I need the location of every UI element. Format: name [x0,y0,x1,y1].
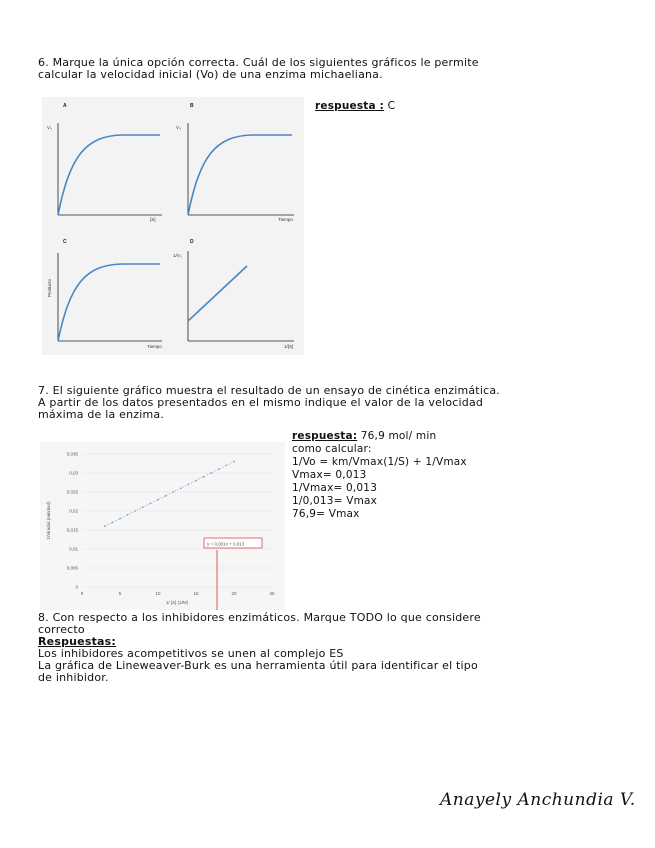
q6-answer-value: C [387,100,396,112]
q8-answer-1: Los inhibidores acompetitivos se unen al complejo ES [38,647,344,660]
q6-figure [42,97,304,355]
q7-chart-point [112,522,114,524]
panel-a-letter: A [63,103,67,109]
panel-b-ylabel: V₀ [176,125,181,130]
q7-chart-point [180,487,182,489]
q7-chart-xtick-label: 25 [269,591,275,596]
panel-d-ylabel: 1/V₀ [173,253,182,258]
q7-chart-xtick-label: 0 [80,591,84,596]
q7-chart-xtick-label: 20 [231,591,237,596]
question-6 [38,57,628,81]
q7-step-6: 76,9= Vmax [292,508,360,520]
q7-chart-point [104,525,106,527]
question-8-line2: correcto [38,623,85,636]
q7-answer-label: respuesta: [292,430,358,442]
q7-chart-point [150,503,152,505]
q7-chart [40,442,285,610]
q7-chart-ytick-label: 0,025 [66,489,78,495]
q7-chart-ylabel: 1/Vinicial (min/mol) [46,501,51,540]
q7-chart-ytick-label: 0,01 [69,546,78,552]
q7-chart-point [210,472,212,474]
q7-chart-point [195,480,197,482]
question-6-line1: 6. Marque la única opción correcta. Cuál de los siguientes gráficos le permite [38,56,479,69]
q7-chart-xtick-label: 15 [193,591,199,596]
question-7 [38,385,638,421]
q7-chart-point [172,491,174,493]
q7-chart-ytick-label: 0,005 [66,565,78,571]
q7-step-5: 1/0,013= Vmax [292,495,378,507]
q7-answer-value: 76,9 mol/ min [360,430,437,442]
q6-answer-label: respuesta : [315,100,385,112]
q7-trendline-label: y = 0,001x + 0,013 [207,541,245,547]
question-8 [38,612,638,684]
question-7-line3: máxima de la enzima. [38,408,165,421]
panel-d-letter: D [190,239,194,245]
q7-step-1: como calcular: [292,443,372,455]
question-7-line2: A partir de los datos presentados en el mismo indique el valor de la velocidad [38,396,484,409]
q7-chart-ytick-label: 0,015 [66,527,78,533]
q7-chart-ytick-label: 0,02 [69,508,78,514]
q7-chart-point [218,468,220,470]
q7-chart-point [226,465,228,467]
question-8-line1: 8. Con respecto a los inhibidores enzimáticos. Marque TODO lo que considere [38,611,481,624]
panel-b-letter: B [190,103,194,109]
panel-b-xlabel: Tiempo [278,217,293,222]
q7-chart-point [127,514,129,516]
q8-answer-2b: de inhibidor. [38,671,109,684]
q7-answer [292,430,467,521]
question-6-line2: calcular la velocidad inicial (Vo) de una enzima michaeliana. [38,68,383,81]
q8-answers-label: Respuestas: [38,635,117,648]
q7-step-2: 1/Vo = km/Vmax(1/S) + 1/Vmax [292,456,467,468]
q8-answer-2a: La gráfica de Lineweaver-Burk es una herramienta útil para identificar el tipo [38,659,478,672]
q7-chart-point [134,510,136,512]
panel-c-letter: C [63,239,67,245]
panel-a-ylabel: V₀ [47,125,52,130]
q7-chart-point [165,495,167,497]
panel-c-ylabel: Producto [47,278,52,297]
q7-chart-xlabel: 1/ [S] (1/M) [165,600,189,605]
question-7-line1: 7. El siguiente gráfico muestra el resultado de un ensayo de cinética enzimática. [38,384,500,397]
q7-chart-point [233,461,235,463]
q7-chart-ytick-label: 0 [75,584,78,590]
panel-a-xlabel: [S] [150,217,156,222]
q7-chart-ytick-label: 0,03 [69,470,78,476]
q7-step-3: Vmax= 0,013 [292,469,367,481]
panel-c-xlabel: Tiempo [147,344,162,349]
q7-chart-xtick-label: 5 [118,591,122,596]
q7-chart-ytick-label: 0,035 [66,451,78,457]
signature: Anayely Anchundia V. [440,790,636,810]
q6-answer [315,100,395,113]
q7-chart-point [142,506,144,508]
q7-chart-point [157,499,159,501]
q7-answer-line [292,430,467,443]
q7-chart-point [188,484,190,486]
q7-chart-point [119,518,121,520]
q7-step-4: 1/Vmax= 0,013 [292,482,378,494]
panel-d-xlabel: 1/[S] [284,344,294,349]
q7-chart-point [203,476,205,478]
q7-chart-xtick-label: 10 [155,591,161,596]
